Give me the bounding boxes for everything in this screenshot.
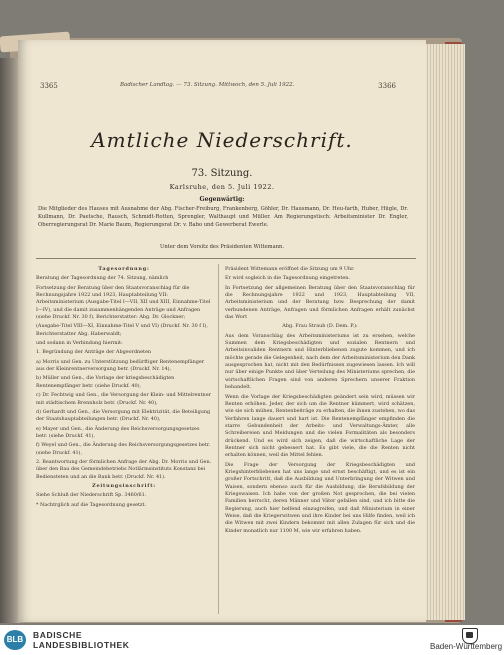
footnote: * Nachtrglich auf die Tagesordnung gesetzt.	[36, 501, 147, 508]
paragraph: Er wird sogleich in die Tagesordnung eingetreten.	[225, 275, 350, 282]
paragraph: Beratung der Tagesordnung der 74. Sitzung, nämlich	[36, 275, 169, 282]
paragraph: Wenn die Vorlage der Kriegsbeschädigten geändert sein wird, müssen wir Renten erhöhen. Jeder, der sich um die Rentner kümmert, wird schätzen, wie sie sich mühen, Rentenbeiträge zu erhalten, die ihnen zustehen, wo das Verfahren lange dauert und hart ist. Die Rentenempfänger empfinden die starre Gebundenheit der Arbeits- und Verwaltungs-Ämter, alle Schreibereien und Meldungen und die vielen Formalitäten als besonders drückend. Und es wird sich zeigen, daß die wirtschaftliche Lage der Rentner sich nicht gebessert hat. Es gibt viele, die die Renten nicht erhalten können, weil die Mittel fehlen.	[225, 393, 415, 459]
paragraph: b) Müller und Gen., die Vorlage der kriegsbeschädigten Rentenempfänger betr. (siehe Druckf. 40),	[36, 375, 175, 389]
library-name-line2: LANDESBIBLIOTHEK	[33, 640, 130, 650]
paragraph: Fortsetzung der Beratung über den Staatsvoranschlag für die Rechnungsjahre 1922 und 1923, Hauptabteilung VII: Arbeitsministerium (Ausgabe-Titel I—VII, XII und XIII, Einnahme-Titel I—IV), und die damit zusammenhängenden Anträge und Anfragen (siehe Druckf. Nr. 30 f), Berichterstatter: Abg. Dr. Glockner;	[36, 284, 211, 321]
paragraph: Die Frage der Versorgung der Kriegsbeschädigten und Kriegshinterbliebenen hat uns lange und ernst beschäftigt, und es ist ein großer Fortschritt, daß die Ausbildung und Unterbringung der Witwen und Waisen, sondern ebenso auch für die Ausbildung, die Berufsbildung der Kriegswaisen. Ich habe von der großen Not gesprochen, die bei vielen Familien herrscht, deren Männer und Väter gefallen sind, und ich bitte die Regierung, auch hier helfend einzugreifen, und daß Ministerium in einer Weise, daß die Kriegerwitwen und ihre Kinder bei uns Hilfe finden, weil ich die Witwen mit zwei Kindern bekommt mit allen Zulagen für sich und die Kinder monatlich nur 1100 M, wie wir erfahren haben.	[225, 461, 415, 534]
paragraph: 2. Beantwortung der förmlichen Anfrage der Abg. Dr. Morris und Gen. über den Bau des Gemeindebetriebs Notlärmsinstituts Konstanz bei Bediensteten und an die Bank betr. (Druckf. Nr. 41).	[36, 458, 212, 480]
book-spine	[0, 58, 20, 623]
paragraph: In Fortsetzung der allgemeinen Beratung über den Staatsvoranschlag für die Rechnungsjahre 1922 und 1923, Hauptabteilung VII, Arbeitsministerium und der Beratung bzw. Besprechung der damit verbundenen Anträge, Anfragen und förmlichen Anfragen erhält zunächst das Wort	[225, 284, 415, 321]
right-column	[225, 266, 415, 537]
section-divider	[36, 258, 416, 259]
paragraph: a) Morris und Gen. zu Unterstützung bedürftiger Rentenempfänger aus der Kleinrentnerversorgung betr. (Druckf. Nr. 14),	[36, 358, 205, 373]
present-members-text: Die Mitglieder des Hauses mit Ausnahme der Abg. Fischer-Freiburg, Frankenberg, Göhler, Dr. Hausmann, Dr. Heu-farth, Huber, Hügle, Dr. Kullmann, Dr. Paetsche, Rausch, Schmidt-Rotten, Sprengler, Walthaupt und Müller. Am Regierungstisch: Arbeitsminister Dr. Engler, Oberregierungsrat Dr. Marie Baum, Regierungsrat Dr. v. Babo und Gewerberat Ewerle.	[38, 206, 408, 228]
left-column	[36, 266, 212, 511]
footer-bar	[0, 625, 504, 655]
blb-logo[interactable]: BLB	[4, 630, 26, 650]
paragraph: c) Dr. Fechtwig und Gen., die Versorgung der Klein- und Mittelrentner mit städtischem Brennholz betr. (Druckf. Nr. 40),	[36, 392, 211, 406]
speaker-line: Abg. Frau Straub (D. Dem. P.):	[282, 323, 358, 330]
paragraph: d) Gerhardt und Gen., die Versorgung mit Elektrizität, die Beteiligung der Staatshauptabteilungen betr. (Druckf. Nr. 40),	[36, 408, 211, 423]
paragraph: e) Mayer und Gen., die Änderung des Reichsversorgungsgesetzes betr. (siehe Druckf. 41),	[36, 425, 200, 439]
running-head-text: Badischer Landtag. — 73. Sitzung. Mittwoch, den 5. Juli 1922.	[120, 82, 295, 88]
library-name-line1: BADISCHE	[33, 630, 83, 640]
paragraph: und sodann in Verbindung hiermit:	[36, 340, 123, 347]
paragraph: Aus dem Voranschlag des Arbeitsministeriums ist zu ersehen, welche Summen dem Kriegsbeschädigten und sozialen Rentnern und Arbeitsinvaliden Rentnern und Hinterbliebenen zugute kommen, und ich möchte gerade die Gelegenheit, nach dem der Arbeitsministerium den Dank ausgesprochen hat, nicht mit den Bedürfnissen zugewiesen lassen. Ich will nur über einige Punkte und über Verteilung des Ministeriums sprechen, die wirtschaftlichen Fragen sind von anderen Sprechern unserer Fraktion behandelt.	[225, 332, 415, 391]
page-number-right: 3366	[378, 82, 396, 90]
paragraph: 1. Begründung der Anträge der Abgeordneten	[36, 349, 152, 356]
column-divider	[218, 264, 219, 614]
document-page	[18, 40, 426, 622]
document-title: Amtliche Niederschrift.	[91, 128, 353, 152]
paragraph: f) Weyel und Gen., die Änderung des Reichsversorgungsgesetzes betr. (siehe Druckf. 41),	[36, 442, 211, 456]
paragraph: Präsident Wittemann eröffnet die Sitzung um 9 Uhr.	[225, 266, 355, 272]
library-name	[33, 630, 130, 650]
present-heading: Gegenwärtig:	[199, 196, 245, 203]
subheading: Zeitungsinschrift:	[92, 482, 156, 489]
agenda-heading: Tagesordnung:	[98, 266, 150, 272]
page-number-left: 3365	[40, 82, 58, 90]
session-heading: 73. Sitzung.	[191, 168, 253, 179]
paragraph: Siehe Schluß der Niederschrift Sp. 3460/61.	[36, 492, 147, 499]
state-name: Baden-Württemberg	[430, 642, 503, 651]
session-date: Karlsruhe, den 5. Juli 1922.	[169, 183, 275, 191]
paragraph: (Ausgabe-Titel VIII—XI, Einnahme-Titel V und VI) (Druckf. Nr. 30 f I), Berichterstatter Abg. Haberwaldt;	[36, 323, 208, 337]
chair-line: Unter dem Vorsitz des Präsidenten Wittemann.	[159, 244, 285, 250]
